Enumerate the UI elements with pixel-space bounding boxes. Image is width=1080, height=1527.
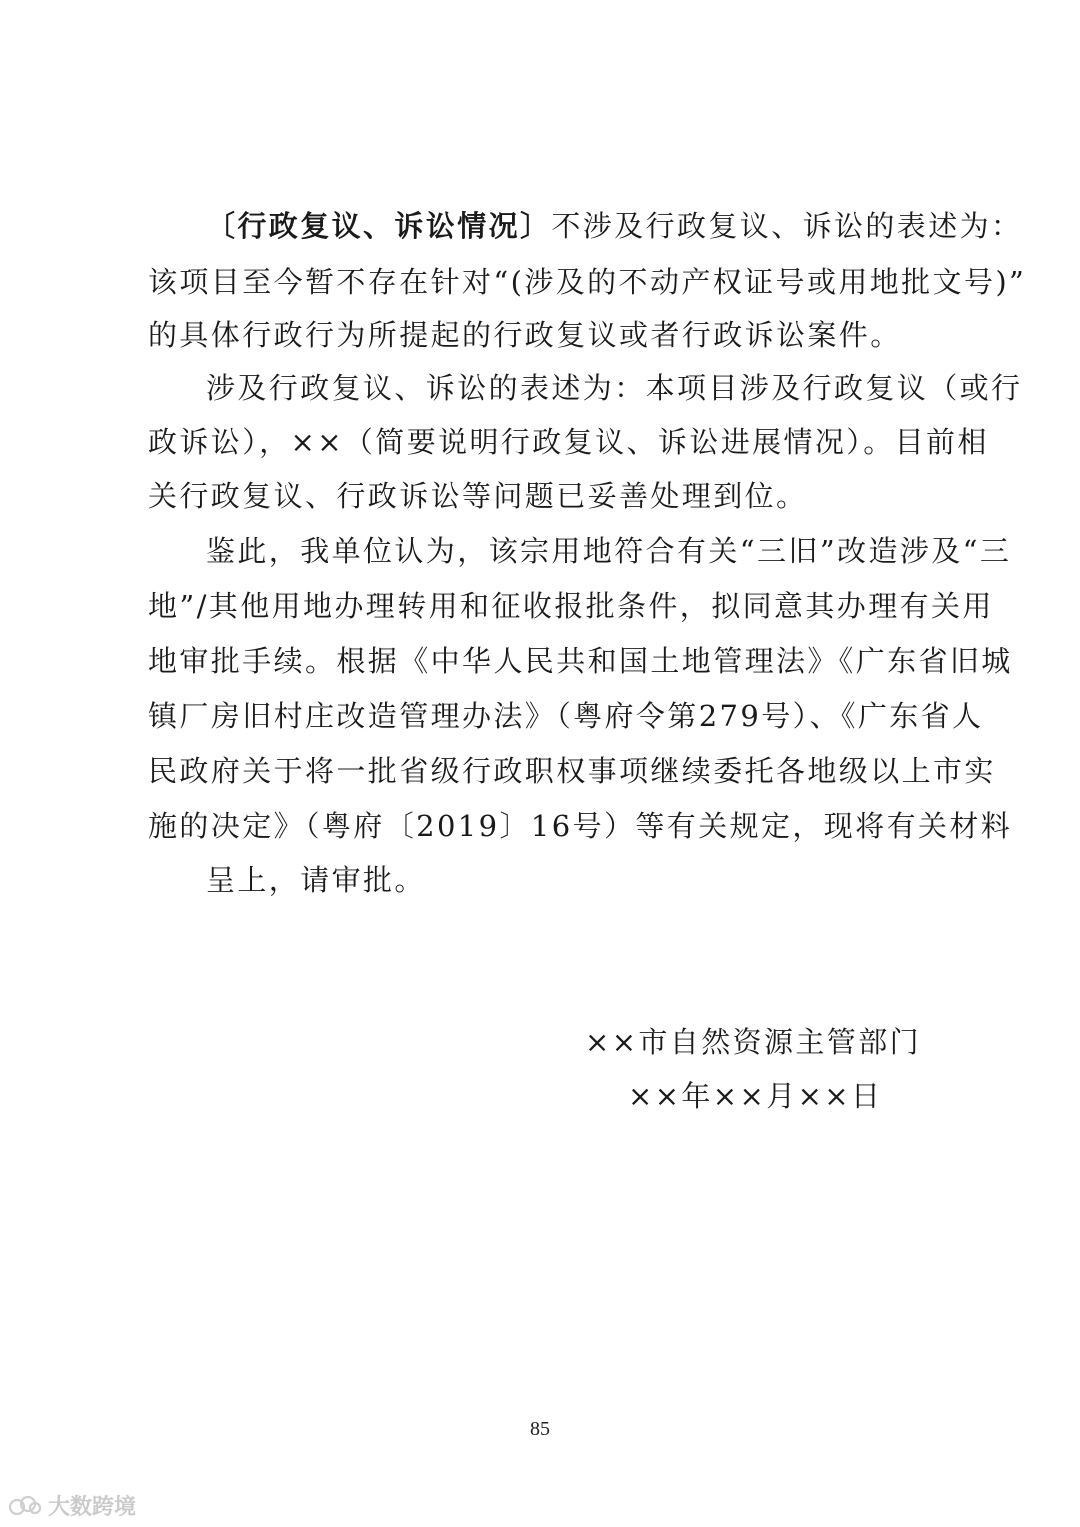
para2-line3: 关行政复议、行政诉讼等问题已妥善处理到位。 (148, 479, 808, 513)
para3-line1: 鉴此，我单位认为，该宗用地符合有关“三旧”改造涉及“三 (206, 534, 1012, 568)
signature-department: ××市自然资源主管部门 (585, 1025, 921, 1059)
para1-line1 (206, 206, 1023, 246)
watermark (8, 1490, 136, 1521)
para3-line6: 施的决定》（粤府〔2019〕16号）等有关规定，现将有关材料 (148, 809, 1013, 843)
para3-line3: 地审批手续。根据《中华人民共和国土地管理法》《广东省旧城 (148, 644, 1013, 678)
cloud-logo-icon (8, 1495, 42, 1517)
para3-line4: 镇厂房旧村庄改造管理办法》（粤府令第279号）、《广东省人 (148, 699, 984, 733)
para2-line2: 政诉讼），××（简要说明行政复议、诉讼进展情况）。目前相 (148, 425, 989, 459)
para2-line1: 涉及行政复议、诉讼的表述为：本项目涉及行政复议（或行 (206, 371, 1023, 405)
para3-line5: 民政府关于将一批省级行政职权事项继续委托各地级以上市实 (148, 754, 996, 788)
para1-line3: 的具体行政行为所提起的行政复议或者行政诉讼案件。 (148, 318, 902, 352)
para3-line2: 地”/其他用地办理转用和征收报批条件，拟同意其办理有关用 (148, 589, 994, 623)
page-number: 85 (530, 1418, 550, 1440)
para1-line1-text: 不涉及行政复议、诉讼的表述为： (551, 209, 1023, 243)
signature-date: ××年××月××日 (628, 1079, 883, 1113)
para1-line2: 该项目至今暂不存在针对“(涉及的不动产权证号或用地批文号)” (148, 265, 1027, 299)
watermark-text: 大数跨境 (48, 1495, 137, 1520)
section-heading: 〔行政复议、诉讼情况〕 (206, 209, 552, 243)
para3-line7: 呈上，请审批。 (206, 863, 426, 897)
